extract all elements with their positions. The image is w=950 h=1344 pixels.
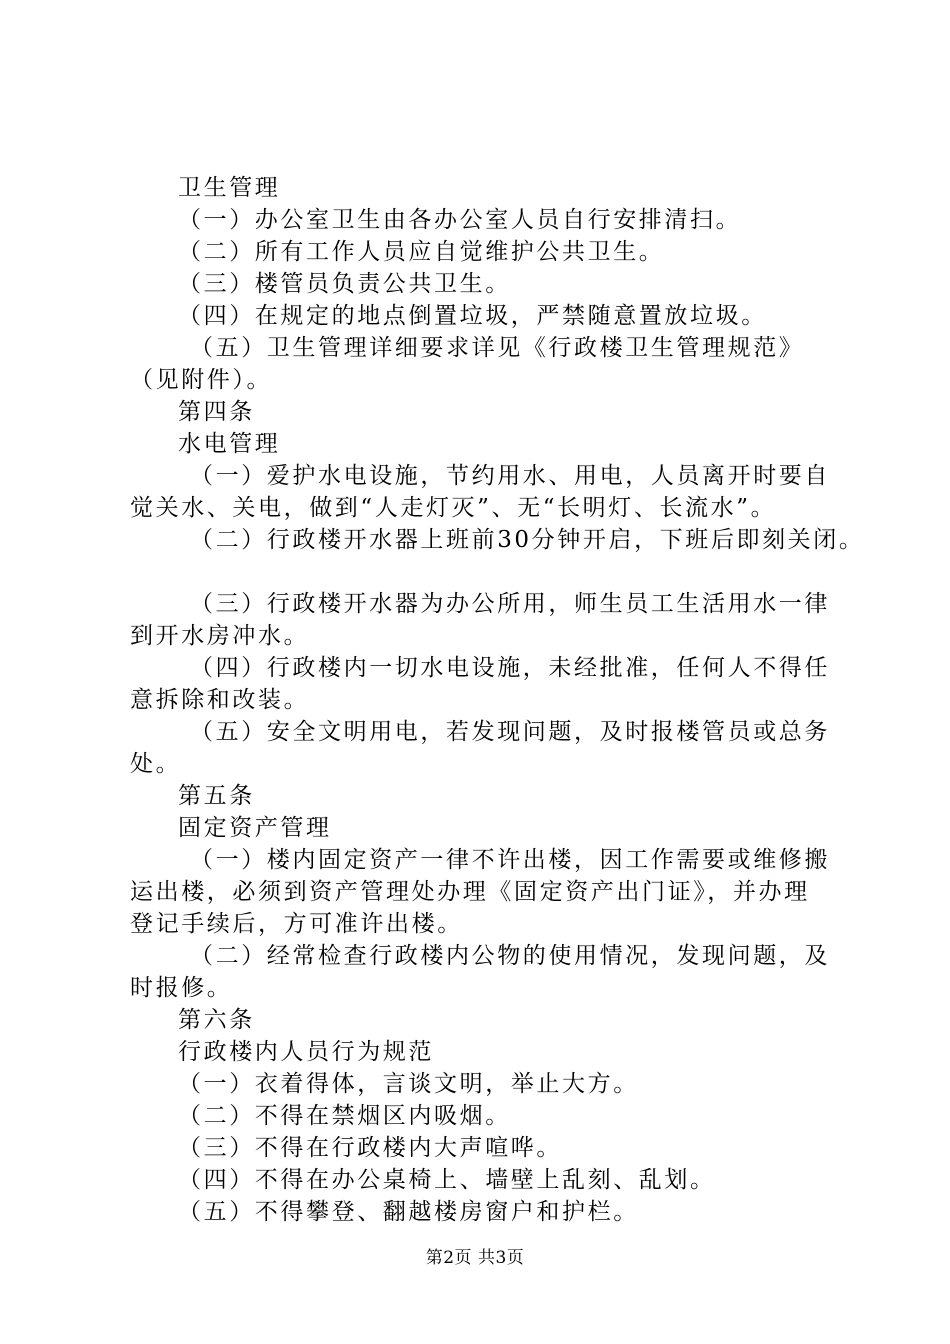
document-line: （二）不得在禁烟区内吸烟。 <box>178 1103 511 1129</box>
document-line: （四）在规定的地点倒置垃圾，严禁随意置放垃圾。 <box>178 303 767 329</box>
page-footer: 第2页 共3页 <box>425 1248 525 1268</box>
document-line: 第五条 <box>178 783 255 809</box>
document-line: （二）行政楼开水器上班前30分钟开启，下班后即刻关闭。 <box>190 527 865 553</box>
document-line: （一）办公室卫生由各办公室人员自行安排清扫。 <box>178 207 742 233</box>
document-line: 运出楼，必须到资产管理处办理《固定资产出门证》，并办理 <box>130 879 810 905</box>
document-line: （五）不得攀登、翻越楼房窗户和护栏。 <box>178 1199 639 1225</box>
document-line: （见附件）。 <box>130 367 273 393</box>
document-line: 固定资产管理 <box>178 815 332 841</box>
document-line: 第六条 <box>178 1007 255 1033</box>
document-line: 卫生管理 <box>178 175 281 201</box>
document-line: （三）楼管员负责公共卫生。 <box>178 271 511 297</box>
document-body <box>130 172 865 1228</box>
blank-line <box>130 556 850 588</box>
document-line: （一）爱护水电设施，节约用水、用电，人员离开时要自 <box>190 463 830 489</box>
document-line: 觉关水、关电，做到“人走灯灭”、无“长明灯、长流水”。 <box>130 495 777 521</box>
document-line: 到开水房冲水。 <box>130 623 310 649</box>
document-line: 意拆除和改装。 <box>130 687 310 713</box>
document-line: （一）楼内固定资产一律不许出楼，因工作需要或维修搬 <box>190 847 830 873</box>
document-line: 水电管理 <box>178 431 281 457</box>
document-line: （五）安全文明用电，若发现问题，及时报楼管员或总务 <box>190 719 830 745</box>
document-line: 登记手续后，方可准许出楼。 <box>130 911 463 937</box>
document-line: 处。 <box>130 751 182 777</box>
document-line: 第四条 <box>178 399 255 425</box>
document-line: （二）经常检查行政楼内公物的使用情况，发现问题，及 <box>190 943 830 969</box>
document-line: （二）所有工作人员应自觉维护公共卫生。 <box>178 239 665 265</box>
document-line: （四）不得在办公桌椅上、墙壁上乱刻、乱划。 <box>178 1167 716 1193</box>
document-line: 行政楼内人员行为规范 <box>178 1039 434 1065</box>
document-line: （三）行政楼开水器为办公所用，师生员工生活用水一律 <box>190 591 830 617</box>
document-line: （一）衣着得体，言谈文明，举止大方。 <box>178 1071 639 1097</box>
document-line: （四）行政楼内一切水电设施，未经批准，任何人不得任 <box>190 655 830 681</box>
document-line: （三）不得在行政楼内大声喧哗。 <box>178 1135 562 1161</box>
document-line: 时报修。 <box>130 975 233 1001</box>
document-line: （五）卫生管理详细要求详见《行政楼卫生管理规范》 <box>190 335 805 361</box>
